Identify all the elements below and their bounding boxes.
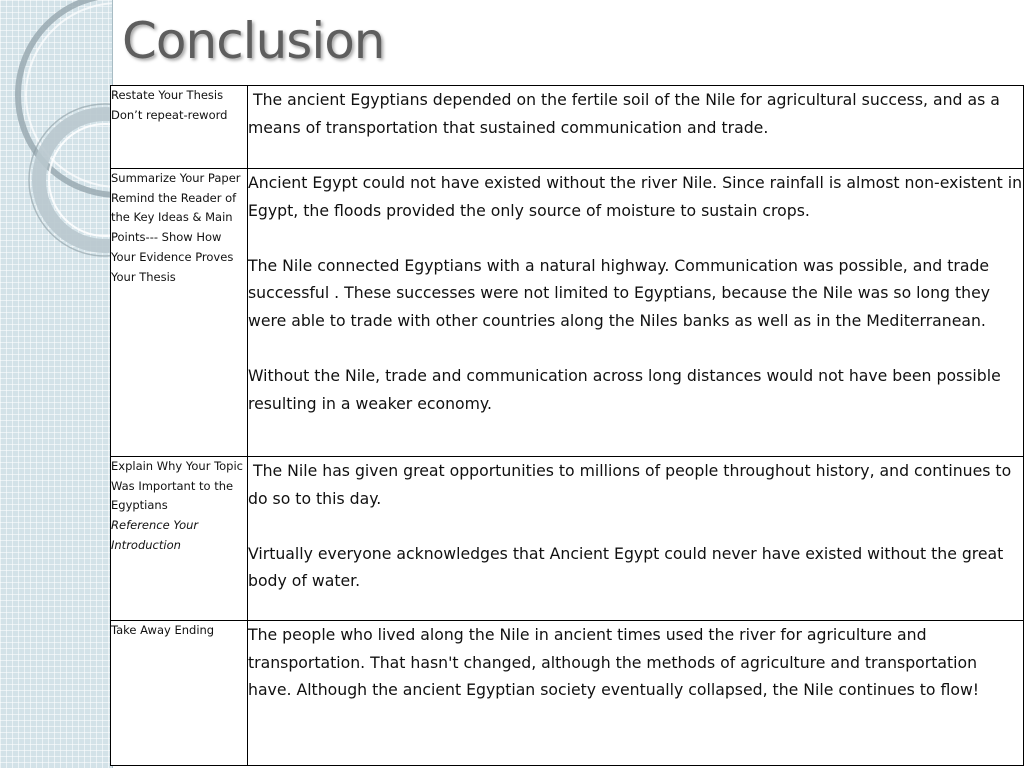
table-row	[111, 169, 1024, 457]
row-label-cell	[111, 621, 248, 766]
row-content-cell	[248, 621, 1024, 766]
table-row	[111, 86, 1024, 169]
row-label-line: Remind the Reader of the Key Ideas & Main Points--- Show How Your Evidence Proves Your Thesis	[111, 190, 237, 284]
decorative-rings	[0, 0, 112, 768]
row-label-cell	[111, 169, 248, 457]
content-paragraph: The Nile has given great opportunities to millions of people throughout history, and continues to do so to this day.	[248, 461, 1017, 508]
row-label-line: Restate Your Thesis	[111, 88, 224, 102]
row-content-cell	[248, 169, 1024, 457]
row-label-line: Explain Why Your Topic Was Important to the Egyptians	[111, 459, 244, 513]
row-label-line: Summarize Your Paper	[111, 171, 241, 185]
row-label-italic: Reference Your Introduction	[111, 518, 199, 552]
row-label-cell	[111, 457, 248, 621]
decorative-side-panel	[0, 0, 113, 768]
content-paragraph: The Nile connected Egyptians with a natural highway. Communication was possible, and trade successful . These successes were not limited to Egyptians, because the Nile was so long they were able to trade with other countries along the Niles banks as well as in the Mediterranean.	[248, 255, 991, 330]
row-content-cell	[248, 86, 1024, 169]
slide-title: Conclusion	[122, 12, 385, 70]
content-paragraph: Without the Nile, trade and communication across long distances would not have been possible resulting in a weaker economy.	[248, 366, 1001, 413]
table-row	[111, 457, 1024, 621]
content-paragraph: Ancient Egypt could not have existed without the river Nile. Since rainfall is almost non-existent in Egypt, the floods provided the only source of moisture to sustain crops.	[248, 173, 1023, 220]
content-paragraph: The people who lived along the Nile in ancient times used the river for agriculture and transportation. That hasn't changed, although the methods of agriculture and transportation have. Although the ancient Egyptian society eventually collapsed, the Nile continues to flow!	[248, 625, 980, 700]
row-label-line: Take Away Ending	[111, 623, 215, 637]
row-label-cell	[111, 86, 248, 169]
table-row	[111, 621, 1024, 766]
content-paragraph: The ancient Egyptians depended on the fertile soil of the Nile for agricultural success, and as a means of transportation that sustained communication and trade.	[248, 90, 1005, 137]
row-label-line: Don’t repeat-reword	[111, 107, 228, 122]
content-paragraph: Virtually everyone acknowledges that Ancient Egypt could never have existed without the great body of water.	[248, 543, 1004, 591]
conclusion-table	[110, 85, 1024, 766]
row-content-cell	[248, 457, 1024, 621]
